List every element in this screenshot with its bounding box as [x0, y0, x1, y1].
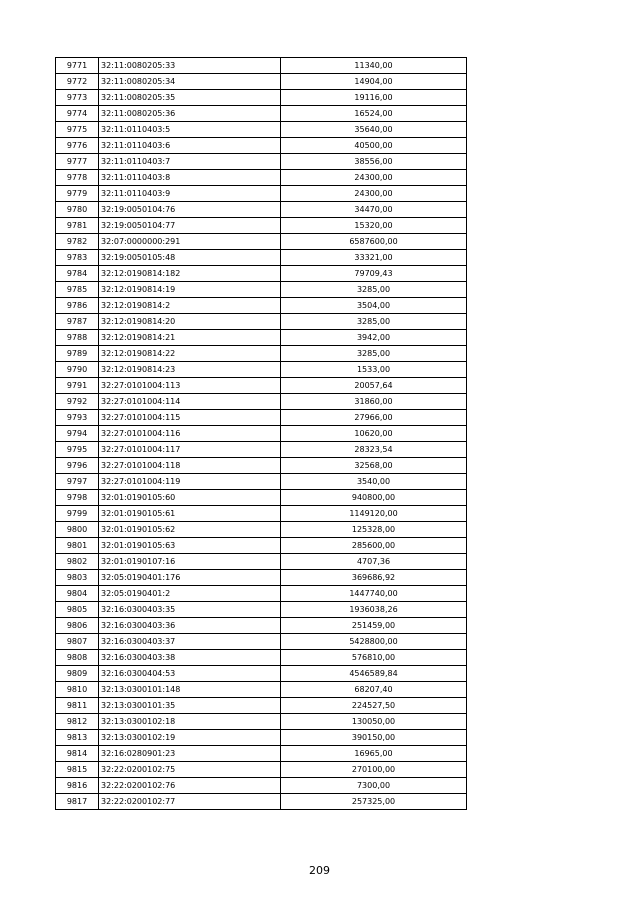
table-row	[56, 346, 467, 362]
value-cell: 3504,00	[281, 298, 467, 314]
row-number-cell: 9788	[56, 330, 99, 346]
row-number-cell: 9790	[56, 362, 99, 378]
table-row	[56, 298, 467, 314]
value-cell: 40500,00	[281, 138, 467, 154]
value-cell: 6587600,00	[281, 234, 467, 250]
table-row	[56, 138, 467, 154]
cadastral-number-cell: 32:12:0190814:22	[99, 346, 281, 362]
row-number-cell: 9810	[56, 682, 99, 698]
value-cell: 31860,00	[281, 394, 467, 410]
row-number-cell: 9814	[56, 746, 99, 762]
cadastral-number-cell: 32:05:0190401:176	[99, 570, 281, 586]
row-number-cell: 9799	[56, 506, 99, 522]
row-number-cell: 9804	[56, 586, 99, 602]
cadastral-number-cell: 32:16:0300404:53	[99, 666, 281, 682]
value-cell: 15320,00	[281, 218, 467, 234]
cadastral-number-cell: 32:16:0300403:38	[99, 650, 281, 666]
table-row	[56, 426, 467, 442]
table-row	[56, 634, 467, 650]
row-number-cell: 9812	[56, 714, 99, 730]
row-number-cell: 9785	[56, 282, 99, 298]
cadastral-number-cell: 32:13:0300102:19	[99, 730, 281, 746]
cadastral-number-cell: 32:27:0101004:114	[99, 394, 281, 410]
row-number-cell: 9779	[56, 186, 99, 202]
cadastral-number-cell: 32:01:0190105:60	[99, 490, 281, 506]
page-number: 209	[309, 864, 330, 877]
value-cell: 125328,00	[281, 522, 467, 538]
row-number-cell: 9816	[56, 778, 99, 794]
row-number-cell: 9784	[56, 266, 99, 282]
value-cell: 16965,00	[281, 746, 467, 762]
table-row	[56, 58, 467, 74]
data-table	[55, 57, 467, 810]
row-number-cell: 9813	[56, 730, 99, 746]
cadastral-number-cell: 32:11:0080205:35	[99, 90, 281, 106]
row-number-cell: 9777	[56, 154, 99, 170]
cadastral-number-cell: 32:13:0300101:148	[99, 682, 281, 698]
row-number-cell: 9796	[56, 458, 99, 474]
table-row	[56, 650, 467, 666]
row-number-cell: 9776	[56, 138, 99, 154]
value-cell: 4546589,84	[281, 666, 467, 682]
value-cell: 19116,00	[281, 90, 467, 106]
row-number-cell: 9797	[56, 474, 99, 490]
row-number-cell: 9781	[56, 218, 99, 234]
cadastral-number-cell: 32:27:0101004:115	[99, 410, 281, 426]
cadastral-number-cell: 32:12:0190814:20	[99, 314, 281, 330]
cadastral-number-cell: 32:19:0050104:76	[99, 202, 281, 218]
value-cell: 1149120,00	[281, 506, 467, 522]
cadastral-number-cell: 32:11:0110403:5	[99, 122, 281, 138]
table-row	[56, 410, 467, 426]
cadastral-number-cell: 32:11:0110403:8	[99, 170, 281, 186]
table-row	[56, 250, 467, 266]
value-cell: 390150,00	[281, 730, 467, 746]
cadastral-number-cell: 32:27:0101004:118	[99, 458, 281, 474]
table-row	[56, 106, 467, 122]
row-number-cell: 9807	[56, 634, 99, 650]
value-cell: 24300,00	[281, 186, 467, 202]
table-row	[56, 170, 467, 186]
value-cell: 24300,00	[281, 170, 467, 186]
table-row	[56, 282, 467, 298]
table-row	[56, 538, 467, 554]
value-cell: 1533,00	[281, 362, 467, 378]
table-row	[56, 794, 467, 810]
value-cell: 79709,43	[281, 266, 467, 282]
row-number-cell: 9771	[56, 58, 99, 74]
value-cell: 3540,00	[281, 474, 467, 490]
row-number-cell: 9782	[56, 234, 99, 250]
row-number-cell: 9792	[56, 394, 99, 410]
cadastral-number-cell: 32:05:0190401:2	[99, 586, 281, 602]
value-cell: 3285,00	[281, 314, 467, 330]
value-cell: 369686,92	[281, 570, 467, 586]
table-row	[56, 570, 467, 586]
table-row	[56, 698, 467, 714]
cadastral-number-cell: 32:07:0000000:291	[99, 234, 281, 250]
table-row	[56, 474, 467, 490]
row-number-cell: 9817	[56, 794, 99, 810]
row-number-cell: 9778	[56, 170, 99, 186]
table-row	[56, 154, 467, 170]
cadastral-number-cell: 32:01:0190107:16	[99, 554, 281, 570]
table-row	[56, 362, 467, 378]
table-row	[56, 746, 467, 762]
table-row	[56, 458, 467, 474]
cadastral-number-cell: 32:27:0101004:116	[99, 426, 281, 442]
cadastral-number-cell: 32:27:0101004:117	[99, 442, 281, 458]
value-cell: 3285,00	[281, 282, 467, 298]
cadastral-number-cell: 32:11:0110403:7	[99, 154, 281, 170]
cadastral-number-cell: 32:19:0050105:48	[99, 250, 281, 266]
table-row	[56, 586, 467, 602]
cadastral-number-cell: 32:16:0300403:37	[99, 634, 281, 650]
row-number-cell: 9811	[56, 698, 99, 714]
table-row	[56, 522, 467, 538]
value-cell: 3942,00	[281, 330, 467, 346]
row-number-cell: 9791	[56, 378, 99, 394]
value-cell: 5428800,00	[281, 634, 467, 650]
cadastral-number-cell: 32:13:0300101:35	[99, 698, 281, 714]
cadastral-number-cell: 32:16:0300403:36	[99, 618, 281, 634]
cadastral-number-cell: 32:12:0190814:182	[99, 266, 281, 282]
row-number-cell: 9815	[56, 762, 99, 778]
table-row	[56, 330, 467, 346]
row-number-cell: 9798	[56, 490, 99, 506]
cadastral-number-cell: 32:27:0101004:119	[99, 474, 281, 490]
cadastral-number-cell: 32:11:0110403:9	[99, 186, 281, 202]
row-number-cell: 9806	[56, 618, 99, 634]
row-number-cell: 9809	[56, 666, 99, 682]
table-row	[56, 378, 467, 394]
cadastral-number-cell: 32:22:0200102:75	[99, 762, 281, 778]
table-row	[56, 682, 467, 698]
cadastral-number-cell: 32:11:0080205:36	[99, 106, 281, 122]
table-row	[56, 762, 467, 778]
table-body	[56, 58, 467, 810]
row-number-cell: 9780	[56, 202, 99, 218]
value-cell: 16524,00	[281, 106, 467, 122]
table-row	[56, 442, 467, 458]
table-row	[56, 122, 467, 138]
value-cell: 130050,00	[281, 714, 467, 730]
value-cell: 1936038,26	[281, 602, 467, 618]
table-row	[56, 714, 467, 730]
table-row	[56, 218, 467, 234]
row-number-cell: 9794	[56, 426, 99, 442]
row-number-cell: 9773	[56, 90, 99, 106]
cadastral-number-cell: 32:12:0190814:21	[99, 330, 281, 346]
row-number-cell: 9808	[56, 650, 99, 666]
value-cell: 35640,00	[281, 122, 467, 138]
cadastral-number-cell: 32:12:0190814:2	[99, 298, 281, 314]
row-number-cell: 9802	[56, 554, 99, 570]
table-row	[56, 618, 467, 634]
value-cell: 11340,00	[281, 58, 467, 74]
value-cell: 33321,00	[281, 250, 467, 266]
value-cell: 7300,00	[281, 778, 467, 794]
cadastral-number-cell: 32:11:0080205:34	[99, 74, 281, 90]
cadastral-number-cell: 32:19:0050104:77	[99, 218, 281, 234]
cadastral-number-cell: 32:22:0200102:76	[99, 778, 281, 794]
value-cell: 20057,64	[281, 378, 467, 394]
row-number-cell: 9783	[56, 250, 99, 266]
cadastral-number-cell: 32:11:0080205:33	[99, 58, 281, 74]
value-cell: 28323,54	[281, 442, 467, 458]
value-cell: 14904,00	[281, 74, 467, 90]
table-row	[56, 186, 467, 202]
table-row	[56, 666, 467, 682]
value-cell: 576810,00	[281, 650, 467, 666]
value-cell: 68207,40	[281, 682, 467, 698]
row-number-cell: 9801	[56, 538, 99, 554]
row-number-cell: 9793	[56, 410, 99, 426]
cadastral-number-cell: 32:11:0110403:6	[99, 138, 281, 154]
table-row	[56, 730, 467, 746]
value-cell: 3285,00	[281, 346, 467, 362]
row-number-cell: 9774	[56, 106, 99, 122]
row-number-cell: 9787	[56, 314, 99, 330]
table-row	[56, 266, 467, 282]
value-cell: 940800,00	[281, 490, 467, 506]
row-number-cell: 9795	[56, 442, 99, 458]
value-cell: 4707,36	[281, 554, 467, 570]
table-row	[56, 554, 467, 570]
value-cell: 34470,00	[281, 202, 467, 218]
table-row	[56, 234, 467, 250]
value-cell: 224527,50	[281, 698, 467, 714]
value-cell: 38556,00	[281, 154, 467, 170]
row-number-cell: 9800	[56, 522, 99, 538]
table-row	[56, 602, 467, 618]
cadastral-number-cell: 32:01:0190105:62	[99, 522, 281, 538]
cadastral-number-cell: 32:22:0200102:77	[99, 794, 281, 810]
table-row	[56, 490, 467, 506]
cadastral-number-cell: 32:12:0190814:23	[99, 362, 281, 378]
value-cell: 10620,00	[281, 426, 467, 442]
cadastral-number-cell: 32:12:0190814:19	[99, 282, 281, 298]
table-row	[56, 506, 467, 522]
table-row	[56, 90, 467, 106]
value-cell: 32568,00	[281, 458, 467, 474]
row-number-cell: 9775	[56, 122, 99, 138]
value-cell: 251459,00	[281, 618, 467, 634]
table-row	[56, 314, 467, 330]
value-cell: 27966,00	[281, 410, 467, 426]
row-number-cell: 9772	[56, 74, 99, 90]
cadastral-number-cell: 32:16:0300403:35	[99, 602, 281, 618]
cadastral-number-cell: 32:16:0280901:23	[99, 746, 281, 762]
value-cell: 1447740,00	[281, 586, 467, 602]
value-cell: 270100,00	[281, 762, 467, 778]
row-number-cell: 9803	[56, 570, 99, 586]
table-row	[56, 778, 467, 794]
table-row	[56, 202, 467, 218]
cadastral-number-cell: 32:27:0101004:113	[99, 378, 281, 394]
row-number-cell: 9805	[56, 602, 99, 618]
table-row	[56, 394, 467, 410]
row-number-cell: 9786	[56, 298, 99, 314]
row-number-cell: 9789	[56, 346, 99, 362]
cadastral-number-cell: 32:01:0190105:63	[99, 538, 281, 554]
cadastral-number-cell: 32:13:0300102:18	[99, 714, 281, 730]
value-cell: 285600,00	[281, 538, 467, 554]
cadastral-number-cell: 32:01:0190105:61	[99, 506, 281, 522]
value-cell: 257325,00	[281, 794, 467, 810]
table-row	[56, 74, 467, 90]
